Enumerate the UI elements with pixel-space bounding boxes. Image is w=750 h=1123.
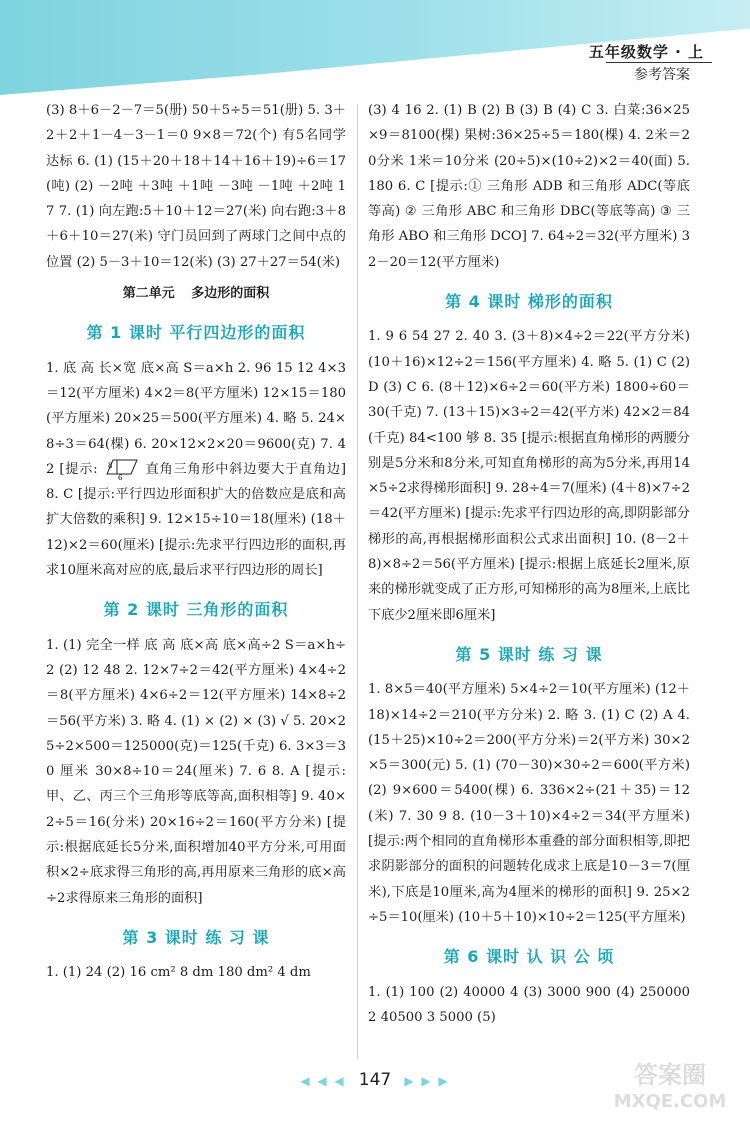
book-title: 五年级数学 · 上 <box>588 43 704 61</box>
watermark-text-top: 答案圈 <box>634 1061 706 1089</box>
answer-paragraph: 1. (1) 完全一样 底 高 底×高 底×高÷2 S＝a×h÷2 (2) 12 48 2. 12×7÷2＝42(平方厘米) 4×4÷2＝8(平方厘米) 4×6÷2＝12(平方厘米) 14×8÷2＝56(平方米) 3. 略 4. (1) × (2) × (3) √ 5. 20×25÷2×500＝125000(克)＝125(千克) 6. 3×3＝30 厘米 30×8÷10＝24(厘米) 7. 6 8. A [提示:甲、乙、丙三个三角形等底等高,面积相等] 9. 40×2÷5＝16(分米) 20×16÷2＝160(平方分米) [提示:根据底延长5分米,面积增加40平方分米,可用面积×2÷底求得三角形的高,再用原来三角形的底×高÷2求得原来三角形的面积] <box>46 637 346 906</box>
answer-paragraph: 1. (1) 100 (2) 40000 4 (3) 3000 900 (4) 250000 2 40500 3 5000 (5) <box>368 984 690 1025</box>
answer-paragraph <box>46 356 346 584</box>
section-subtitle: 参考答案 <box>634 67 690 83</box>
figure-label-side: 8 <box>107 462 113 471</box>
lesson-title: 第 3 课时 练 习 课 <box>122 927 270 947</box>
page-number: 147 <box>358 1070 392 1090</box>
hint-label: [提示: <box>59 461 98 477</box>
left-column <box>46 98 346 986</box>
answer-paragraph: 1. (1) 24 (2) 16 cm² 8 dm 180 dm² 4 dm <box>46 965 311 981</box>
right-arrows-decoration: ▶ ▶ ▶ <box>404 1074 450 1088</box>
lesson-title: 第 5 课时 练 习 课 <box>455 644 603 664</box>
answer-paragraph: 1. 9 6 54 27 2. 40 3. (3＋8)×4÷2＝22(平方分米) (10＋16)×12÷2＝156(平方厘米) 4. 略 5. (1) C (2) D (3) C 6. (8＋12)×6÷2＝60(平方米) 1800÷60＝30(千克) 7. (13＋15)×3÷2＝42(平方米) 42×2＝84(千克) 84<100 够 8. 35 [提示:根据直角梯形的两腰分别是5分米和8分米,可知直角梯形的高为5分米,再用14×5÷2求得梯形面积] 9. 28÷4＝7(厘米) (4＋8)×7÷2＝42(平方厘米) [提示:先求平行四边形的高,即阴影部分梯形的高,再根据梯形面积公式求出面积] 10. (8－2＋8)×8÷2＝56(平方厘米) [提示:根据上底延长2厘米,原来的梯形就变成了正方形,可知梯形的高为8厘米,上底比下底少2厘米即6厘米] <box>368 329 690 623</box>
column-divider <box>357 104 358 1059</box>
parallelogram-figure <box>105 458 139 480</box>
lesson-title: 第 2 课时 三角形的面积 <box>103 600 289 620</box>
watermark-text-bottom: MXQE.COM <box>613 1091 727 1112</box>
answer-text: 直角三角形中斜边要大于直角边] 8. C [提示:平行四边形面积扩大的倍数应是底和高扩大倍数的乘积] 9. 12×15÷10＝18(厘米) (18＋12)×2＝60(厘米) [提示:先求平行四边形的面积,再求10厘米高对应的底,最后求平行四边形的周长] <box>46 461 347 579</box>
answer-paragraph: 1. 8×5＝40(平方厘米) 5×4÷2＝10(平方厘米) (12＋18)×14÷2＝210(平方分米) 2. 略 3. (1) C (2) A 4. (15＋25)×10÷2＝200(平方分米)＝2(平方米) 30×2×5＝300(元) 5. (1) (70－30)×30÷2＝600(平方米) (2) 9×600＝5400(棵) 6. 336×2÷(21＋35)＝12(米) 7. 30 9 8. (10－3＋10)×4÷2＝34(平方厘米) [提示:两个相同的直角梯形本重叠的部分面积相等,即把求阴影部分的面积的问题转化成求上底是10－3＝7(厘米),下底是10厘米,高为4厘米的梯形的面积] 9. 25×2÷5＝10(厘米) (10＋5＋10)×10÷2＝125(平方厘米) <box>368 682 690 925</box>
lesson-title: 第 4 课时 梯形的面积 <box>445 292 613 312</box>
right-column <box>368 98 690 1030</box>
answer-paragraph: (3) 4 16 2. (1) B (2) B (3) B (4) C 3. 白菜:36×25×9＝8100(棵) 果树:36×25÷5＝180(棵) 4. 2米＝20分米 1米＝10分米 (20÷5)×(10÷2)×2＝40(面) 5. 180 6. C [提示:① 三角形 ADB 和三角形 ADC(等底等高) ② 三角形 ABC 和三角形 DBC(等底等高) ③ 三角形 ABO 和三角形 DCO] 7. 64÷2＝32(平方厘米) 32－20＝12(平方厘米) <box>368 103 690 270</box>
answer-paragraph: (3) 8＋6－2－7＝5(册) 50＋5÷5＝51(册) 5. 3＋2＋2＋1－4－3－1＝0 9×8＝72(个) 有5名同学达标 6. (1) (15＋20＋18＋14＋16＋19)÷6＝17(吨) (2) －2吨 ＋3吨 ＋1吨 －3吨 －1吨 ＋2吨 17 7. (1) 向左跑:5＋10＋12＝27(米) 向右跑:3＋8＋6＋10＝27(米) 守门员回到了两球门之间中点的位置 (2) 5－3＋10＝12(米) (3) 27＋27＝54(米) <box>46 103 346 270</box>
lesson-title: 第 1 课时 平行四边形的面积 <box>86 323 306 343</box>
header-divider <box>606 62 712 63</box>
watermark-logo <box>600 1055 740 1115</box>
lesson-title: 第 6 课时 认 识 公 顷 <box>443 947 615 967</box>
left-arrows-decoration: ◀ ◀ ◀ <box>300 1074 346 1088</box>
answer-text: 1. 底 高 长×宽 底×高 S＝a×h 2. 96 15 12 4×3＝12(平方厘米) 4×2＝8(平方厘米) 12×15＝180(平方厘米) 20×25＝500(平方厘米) 4. 略 5. 24×8÷3＝64(棵) 6. 20×12×2×20＝9600(克) 7. 42 <box>46 360 346 477</box>
unit-title: 第二单元 多边形的面积 <box>122 286 270 302</box>
figure-label-base: 6 <box>117 474 123 481</box>
